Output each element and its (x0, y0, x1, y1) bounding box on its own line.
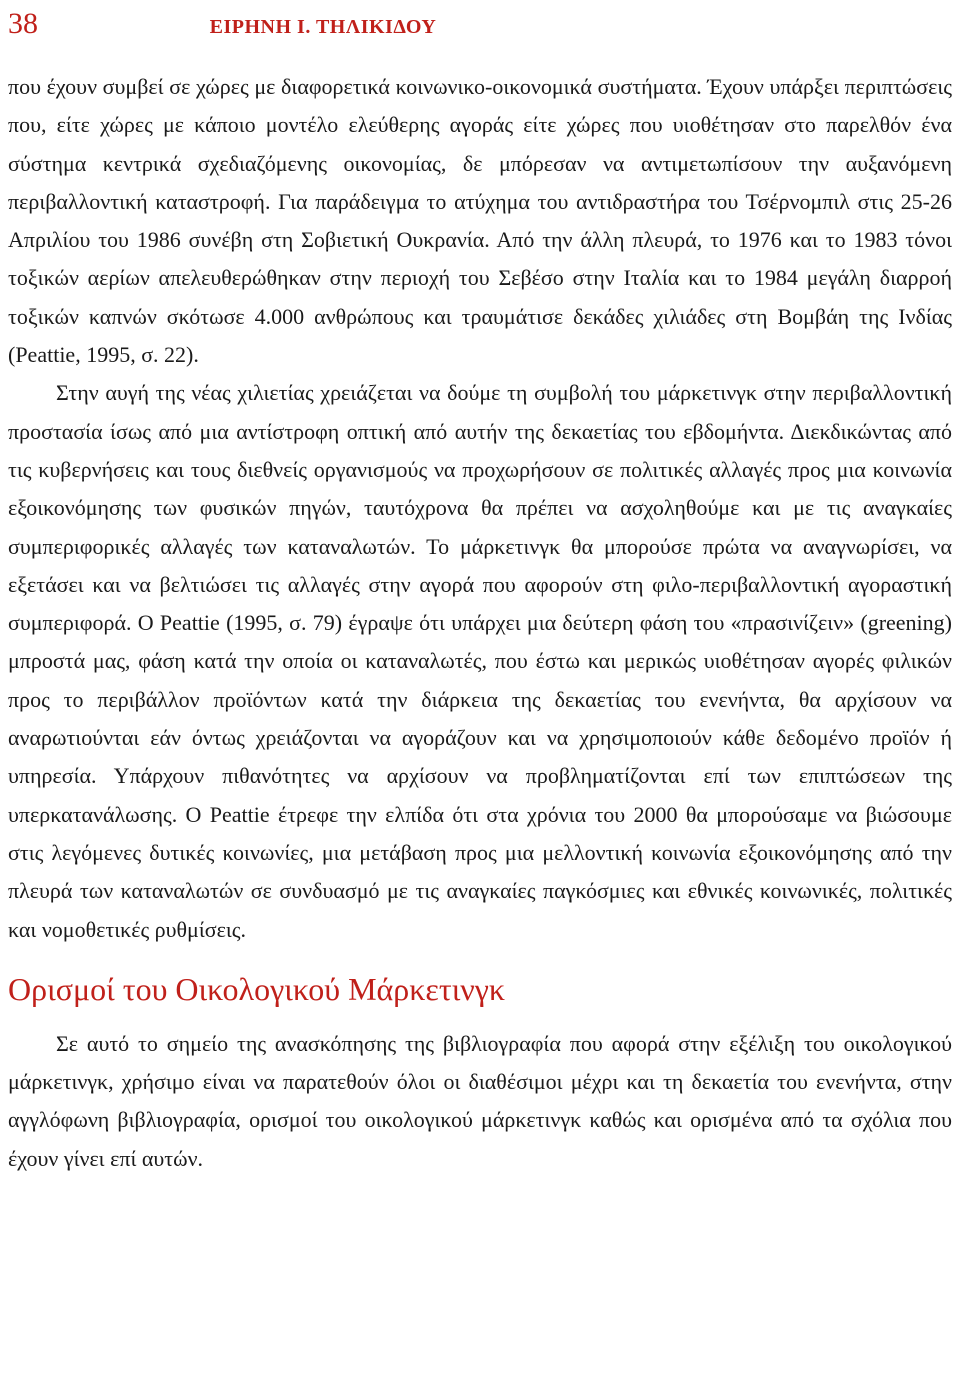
section-paragraph: Σε αυτό το σημείο της ανασκόπησης της βιβλιογραφία που αφορά στην εξέλιξη του οικολογικού μάρκετινγκ, χρήσιμο είναι να παρατεθούν όλοι οι διαθέσιμοι μέχρι και τη δεκαετία του ενενήντα, στην αγγλόφωνη βιβλιογραφία, ορισμοί του οικολογικού μάρκετινγκ καθώς και ορισμένα από τα σχόλια που έχουν γίνει επί αυτών. (8, 1030, 952, 1171)
page-number: 38 (8, 7, 38, 40)
body-text (8, 68, 952, 1178)
running-head: ΕΙΡΗΝΗ Ι. ΤΗΛΙΚΙΔΟΥ (209, 16, 437, 38)
paragraph-1: που έχουν συμβεί σε χώρες με διαφορετικά κοινωνικο-οικονομικά συστήματα. Έχουν υπάρξει περιπτώσεις που, είτε χώρες με κάποιο μοντέλο ελεύθερης αγοράς είτε χώρες που υιοθέτησαν στο παρελθόν ένα σύστημα κεντρικά σχεδιαζόμενης οικονομίας, δε μπόρεσαν να αντιμετωπίσουν την αυξανόμενη περιβαλλοντική καταστροφή. Για παράδειγμα το ατύχημα του αντιδραστήρα του Τσέρνομπιλ στις 25-26 Απριλίου του 1986 συνέβη στη Σοβιετική Ουκρανία. Από την άλλη πλευρά, το 1976 και το 1983 τόνοι τοξικών αερίων απελευθερώθηκαν στην περιοχή του Σεβέσο στην Ιταλία και το 1984 μεγάλη διαρροή τοξικών καπνών σκότωσε 4.000 ανθρώπους και τραυμάτισε δεκάδες χιλιάδες στη Βομβάη της Ινδίας (Peattie, 1995, σ. 22). (8, 74, 952, 368)
page-header (8, 6, 952, 46)
paragraph-2: Στην αυγή της νέας χιλιετίας χρειάζεται να δούμε τη συμβολή του μάρκετινγκ στην περιβαλλοντική προστασία ίσως από μια αντίστροφη οπτική από αυτήν της δεκαετίας του εβδομήντα. Διεκδικώντας από τις κυβερνήσεις και τους διεθνείς οργανισμούς να προχωρήσουν σε πολιτικές αλλαγές προς μια κοινωνία εξοικονόμησης των φυσικών πηγών, ταυτόχρονα θα πρέπει να ασχοληθούμε και με τις αναγκαίες συμπεριφορικές αλλαγές των καταναλωτών. Το μάρκετινγκ θα μπορούσε πρώτα να αναγνωρίσει, να εξετάσει και να βελτιώσει τις αλλαγές στην αγορά που αφορούν στη φιλο-περιβαλλοντική αγοραστική συμπεριφορά. Ο Peattie (1995, σ. 79) έγραψε ότι υπάρχει μια δεύτερη φάση του «πρασινίζειν» (greening) μπροστά μας, φάση κατά την οποία οι καταναλωτές, που έστω και μερικώς υιοθέτησαν αγορές φιλικών προς το περιβάλλον προϊόντων κατά την διάρκεια της δεκαετίας του ενενήντα, θα αρχίσουν να αναρωτιούνται εάν όντως χρειάζονται να αγοράζουν και να χρησιμοποιούν κάθε δεδομένο προϊόν ή υπηρεσία. Υπάρχουν πιθανότητες να αρχίσουν να προβληματίζονται επί των επιπτώσεων της υπερκατανάλωσης. Ο Peattie έτρεφε την ελπίδα ότι στα χρόνια του 2000 θα μπορούσαμε να βιώσουμε στις λεγόμενες δυτικές κοινωνίες, μια μετάβαση προς μια μελλοντική κοινωνία εξοικονόμησης από την πλευρά των καταναλωτών σε συνδυασμό με τις αναγκαίες παγκόσμιες και εθνικές κοινωνικές, πολιτικές και νομοθετικές ρυθμίσεις. (8, 380, 952, 942)
section-heading: Ορισμοί του Οικολογικού Μάρκετινγκ (8, 970, 506, 1007)
